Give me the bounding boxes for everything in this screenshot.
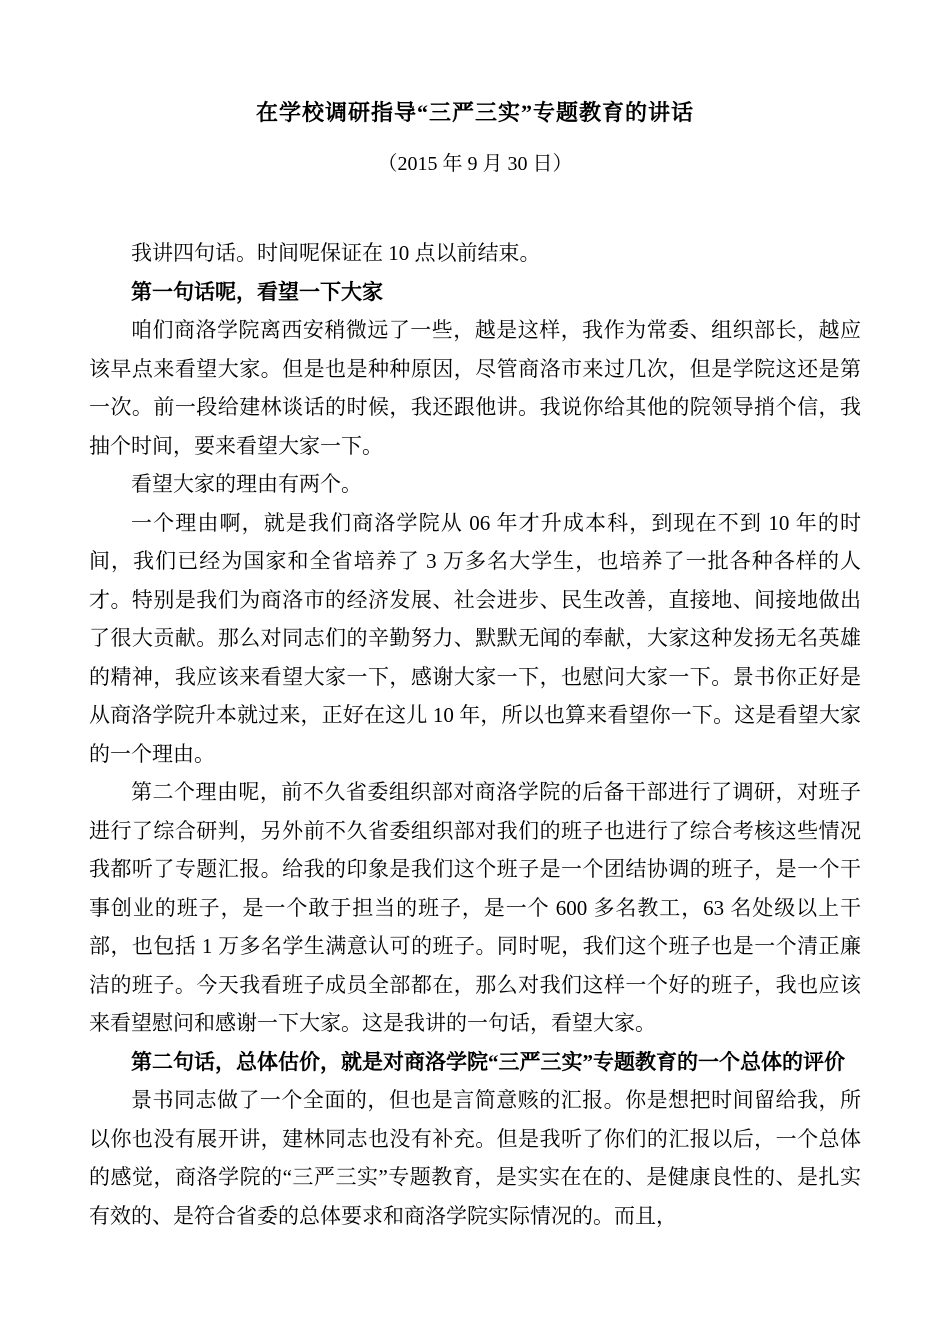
- paragraph: 第二个理由呢，前不久省委组织部对商洛学院的后备干部进行了调研，对班子进行了综合研判，另外前不久省委组织部对我们的班子也进行了综合考核这些情况我都听了专题汇报。给我的印象是我们这个班子是一个团结协调的班子，是一个干事创业的班子，是一个敢于担当的班子，是一个 600 多名教工，63 名处级以上干部，也包括 1 万多名学生满意认可的班子。同时呢，我们这个班子也是一个清正廉洁的班子。今天我看班子成员全部都在，那么对我们这样一个好的班子，我也应该来看望慰问和感谢一下大家。这是我讲的一句话，看望大家。: [89, 780, 861, 1035]
- document-title: 在学校调研指导“三严三实”专题教育的讲话: [255, 100, 694, 125]
- section-heading-2: 第二句话，总体估价，就是对商洛学院“三严三实”专题教育的一个总体的评价: [131, 1049, 845, 1074]
- document-date: （2015 年 9 月 30 日）: [377, 153, 573, 175]
- paragraph: 咱们商洛学院离西安稍微远了一些，越是这样，我作为常委、组织部长，越应该早点来看望大家。但是也是种种原因，尽管商洛市来过几次，但是学院这还是第一次。前一段给建林谈话的时候，我还跟他讲。我说你给其他的院领导捎个信，我抽个时间，要来看望大家一下。: [89, 318, 861, 458]
- paragraph: 看望大家的理由有两个。: [131, 472, 362, 496]
- paragraph: 景书同志做了一个全面的，但也是言简意赅的汇报。你是想把时间留给我，所以你也没有展开讲，建林同志也没有补充。但是我听了你们的汇报以后，一个总体的感觉，商洛学院的“三严三实”专题教育，是实实在在的、是健康良性的、是扎实有效的、是符合省委的总体要求和商洛学院实际情况的。而且，: [89, 1088, 861, 1228]
- section-heading-1: 第一句话呢，看望一下大家: [131, 279, 383, 304]
- document-body: [89, 234, 861, 1235]
- paragraph: 一个理由啊，就是我们商洛学院从 06 年才升成本科，到现在不到 10 年的时间，我们已经为国家和全省培养了 3 万多名大学生，也培养了一批各种各样的人才。特别是我们为商洛市的经济发展、社会进步、民生改善，直接地、间接地做出了很大贡献。那么对同志们的辛勤努力、默默无闻的奉献，大家这种发扬无名英雄的精神，我应该来看望大家一下，感谢大家一下，也慰问大家一下。景书你正好是从商洛学院升本就过来，正好在这儿 10 年，所以也算来看望你一下。这是看望大家的一个理由。: [89, 510, 861, 766]
- paragraph-intro: 我讲四句话。时间呢保证在 10 点以前结束。: [131, 241, 541, 265]
